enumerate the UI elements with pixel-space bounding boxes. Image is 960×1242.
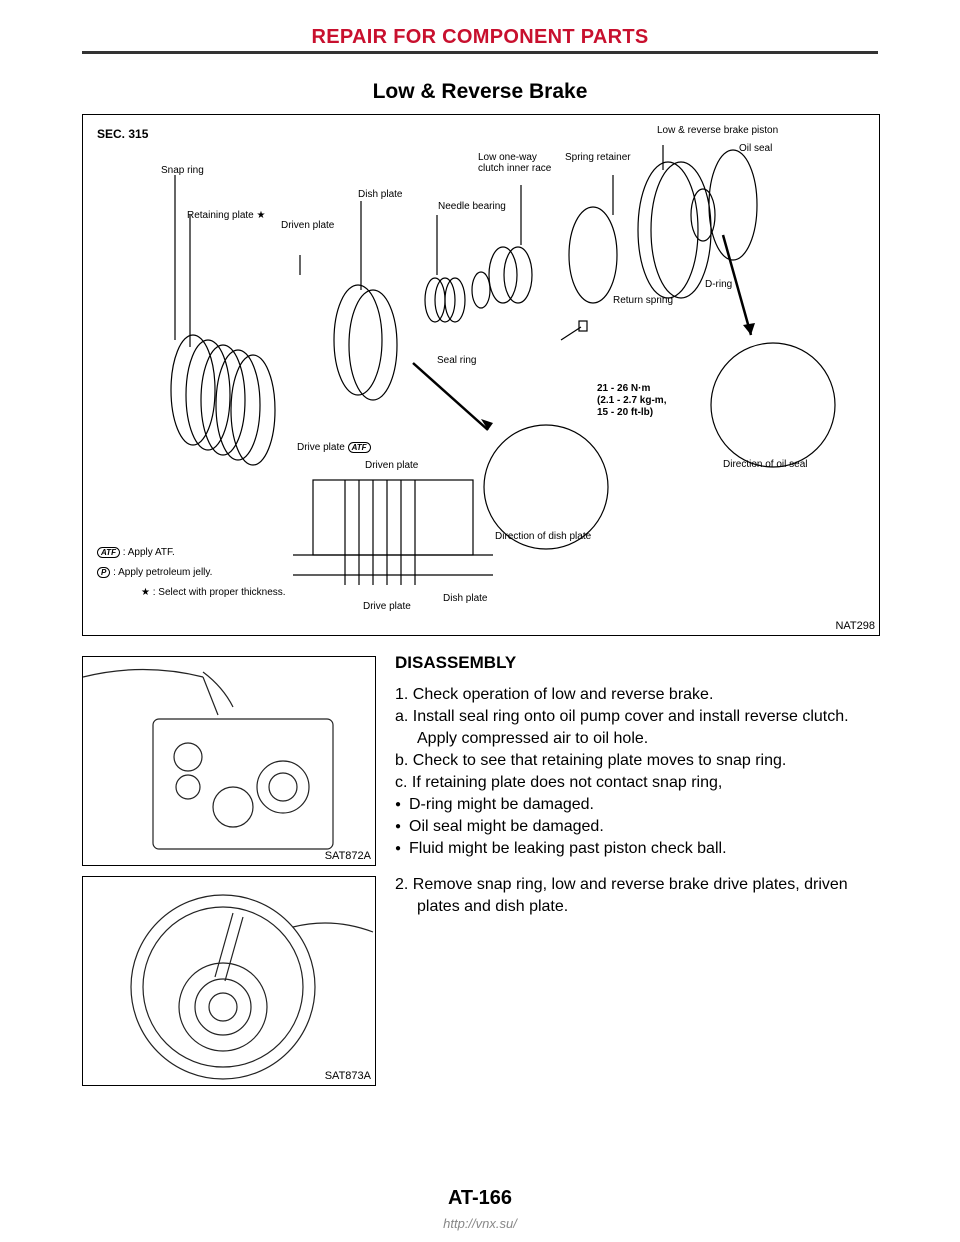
label-oil-seal: Oil seal [739,143,773,154]
label-dish-plate: Dish plate [358,189,403,200]
exploded-diagram [83,115,879,635]
step-c: c. If retaining plate does not contact snap ring, [395,774,723,791]
legend-atf [97,547,175,558]
torque-line-1: 21 - 26 N·m [597,383,651,394]
label-driven-plate-2: Driven plate [365,460,419,471]
figure-code: NAT298 [835,620,875,632]
label-spring-retainer: Spring retainer [565,152,631,163]
bullet-text: Oil seal might be damaged. [409,818,604,835]
drive-plate-text: Drive plate [297,442,345,453]
label-low-one-way: Low one-way [478,152,537,163]
figure-code-b: SAT873A [324,1070,371,1082]
label-clutch-inner-race: clutch inner race [478,163,552,174]
atf-badge: ATF [348,442,371,453]
label-d-ring: D-ring [705,279,733,290]
photo-sat873a [83,877,375,1085]
page-number: AT-166 [447,1187,513,1209]
bullet-item [395,838,885,860]
torque-line-3: 15 - 20 ft-lb) [597,407,654,418]
label-snap-ring: Snap ring [161,165,204,176]
legend-star: ★ : Select with proper thickness. [141,587,286,598]
label-drive-plate [297,442,371,453]
footer-url[interactable]: http://vnx.su/ [443,1216,517,1231]
step-a-cont: Apply compressed air to oil hole. [417,730,649,747]
bullet-text: Fluid might be leaking past piston check ball. [409,840,727,857]
step-2-block [395,874,885,918]
legend-star-text: : Select with proper thickness. [152,587,286,598]
figure-code-a: SAT872A [324,850,371,862]
header-rule [82,51,878,54]
label-direction-dish: Direction of dish plate [495,531,592,542]
exploded-diagram-figure [82,114,880,636]
label-piston: Low & reverse brake piston [657,125,779,136]
step-1: 1. Check operation of low and reverse brake. [395,686,714,703]
bullet-icon: ● [395,799,402,810]
label-retaining-plate: Retaining plate ★ [187,210,266,221]
legend-atf-text: : Apply ATF. [122,547,175,558]
legend-petroleum [97,567,212,578]
label-direction-oil-seal: Direction of oil seal [723,459,808,470]
disassembly-section [395,652,885,860]
label-driven-plate: Driven plate [281,220,335,231]
page-title: Low & Reverse Brake [372,80,588,103]
p-legend-badge: P [97,567,110,578]
label-seal-ring: Seal ring [437,355,477,366]
bullet-item [395,794,885,816]
legend-petroleum-text: : Apply petroleum jelly. [113,567,213,578]
bullet-icon: ● [395,821,402,832]
label-drive-plate-2: Drive plate [363,601,411,612]
step-2: 2. Remove snap ring, low and reverse brake drive plates, driven [395,876,848,893]
photo-figure-sat872a [82,656,376,866]
label-return-spring: Return spring [613,295,674,306]
section-header: REPAIR FOR COMPONENT PARTS [311,26,649,48]
label-dish-plate-2: Dish plate [443,593,488,604]
section-heading: DISASSEMBLY [395,653,517,672]
torque-line-2: (2.1 - 2.7 kg-m, [597,395,667,406]
sec-label: SEC. 315 [97,127,149,141]
bullet-text: D-ring might be damaged. [409,796,594,813]
label-needle-bearing: Needle bearing [438,201,506,212]
atf-legend-badge: ATF [97,547,120,558]
photo-sat872a [83,657,375,865]
bullet-icon: ● [395,843,402,854]
step-b: b. Check to see that retaining plate moves to snap ring. [395,752,787,769]
photo-figure-sat873a [82,876,376,1086]
step-a: a. Install seal ring onto oil pump cover and install reverse clutch. [395,708,849,725]
step-2-cont: plates and dish plate. [417,898,569,915]
bullet-item [395,816,885,838]
